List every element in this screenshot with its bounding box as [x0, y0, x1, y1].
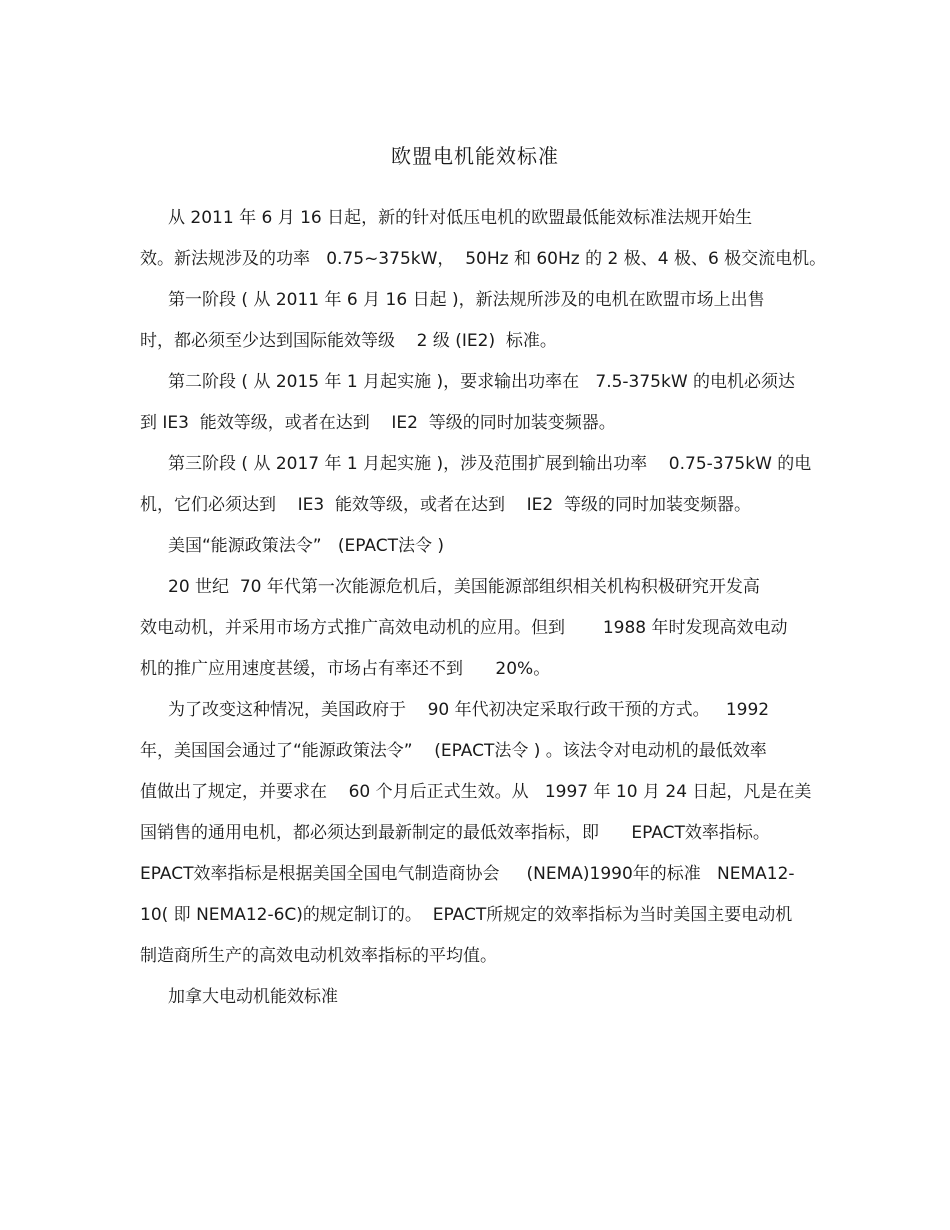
- paragraph-line: EPACT效率指标是根据美国全国电气制造商协会 (NEMA)1990年的标准 NEMA12-: [140, 864, 795, 884]
- paragraph-line: 效电动机，并采用市场方式推广高效电动机的应用。但到 1988 年时发现高效电动: [140, 618, 788, 638]
- paragraph-line: 从 2011 年 6 月 16 日起，新的针对低压电机的欧盟最低能效标准法规开始生: [168, 208, 753, 228]
- paragraph-line: 值做出了规定，并要求在 60 个月后正式生效。从 1997 年 10 月 24 日起，凡是在美: [140, 782, 812, 802]
- paragraph-line: 为了改变这种情况，美国政府于 90 年代初决定采取行政干预的方式。 1992: [168, 700, 770, 720]
- section-heading: 加拿大电动机能效标准: [168, 987, 338, 1007]
- paragraph-line: 时，都必须至少达到国际能效等级 2 级 (IE2) 标准。: [140, 331, 557, 351]
- paragraph-line: 第三阶段 ( 从 2017 年 1 月起实施 )，涉及范围扩展到输出功率 0.75-375kW 的电: [168, 454, 812, 474]
- paragraph-line: 20 世纪 70 年代第一次能源危机后，美国能源部组织相关机构积极研究开发高: [168, 577, 760, 597]
- document-title: 欧盟电机能效标准: [391, 144, 559, 168]
- paragraph-line: 机的推广应用速度甚缓，市场占有率还不到 20%。: [140, 659, 551, 679]
- paragraph-line: 年，美国国会通过了“能源政策法令” (EPACT法令 ) 。该法令对电动机的最低效率: [140, 741, 767, 761]
- section-heading: 美国“能源政策法令” (EPACT法令 ): [168, 536, 444, 556]
- paragraph-line: 第一阶段 ( 从 2011 年 6 月 16 日起 )，新法规所涉及的电机在欧盟市场上出售: [168, 290, 765, 310]
- paragraph-line: 到 IE3 能效等级，或者在达到 IE2 等级的同时加装变频器。: [140, 413, 616, 433]
- paragraph-line: 机，它们必须达到 IE3 能效等级，或者在达到 IE2 等级的同时加装变频器。: [140, 495, 751, 515]
- paragraph-line: 制造商所生产的高效电动机效率指标的平均值。: [140, 946, 497, 966]
- paragraph-line: 效。新法规涉及的功率 0.75~375kW， 50Hz 和 60Hz 的 2 极、4 极、6 极交流电机。: [140, 249, 827, 269]
- paragraph-line: 10( 即 NEMA12-6C)的规定制订的。 EPACT所规定的效率指标为当时美国主要电动机: [140, 905, 793, 925]
- paragraph-line: 第二阶段 ( 从 2015 年 1 月起实施 )，要求输出功率在 7.5-375kW 的电机必须达: [168, 372, 796, 392]
- paragraph-line: 国销售的通用电机，都必须达到最新制定的最低效率指标，即 EPACT效率指标。: [140, 823, 770, 843]
